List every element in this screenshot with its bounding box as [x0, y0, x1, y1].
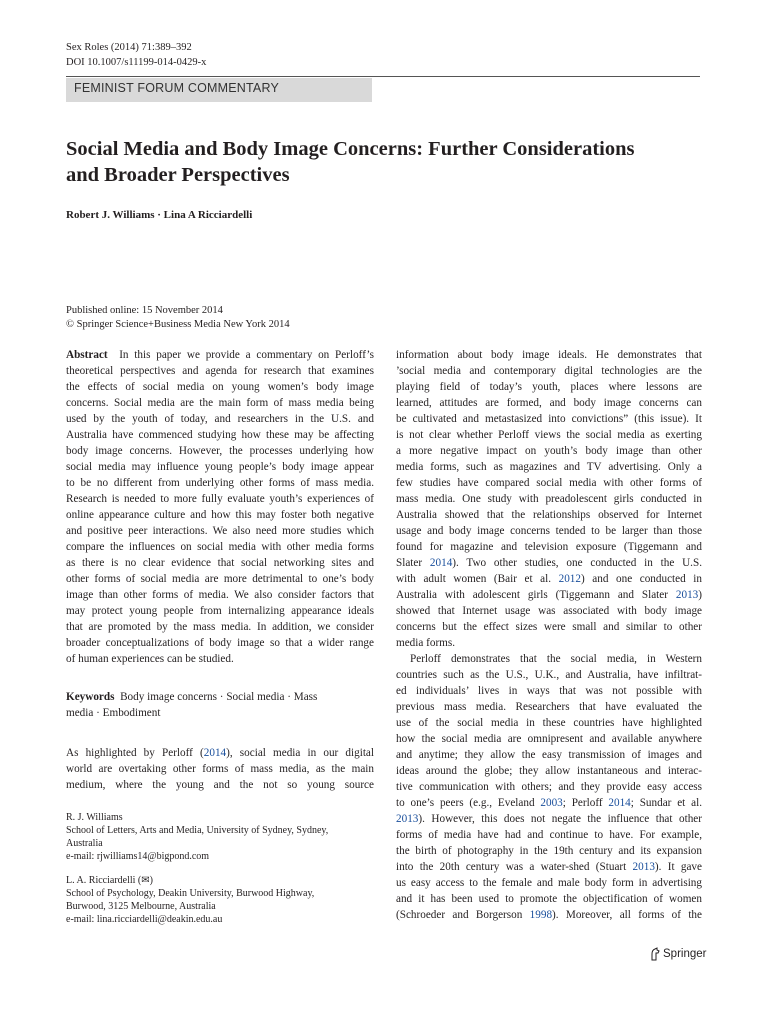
- abstract-line: compare the influences on social media with other media forms: [66, 541, 374, 553]
- body-line: is not clear whether Perloff views the social media as exerting: [396, 429, 702, 441]
- body-line: previous mass media. Researchers that have evaluated the: [396, 701, 702, 713]
- body-line: us easy access to the female and male body form in advertising: [396, 877, 702, 889]
- body-line: world are overtaking other forms of mass media, as the main: [66, 763, 374, 775]
- body-line: As highlighted by Perloff (2014), social media in our digital: [66, 747, 374, 759]
- springer-horse-icon: [650, 947, 660, 961]
- title-line-2: and Broader Perspectives: [66, 164, 290, 186]
- body-line: Australia with adolescent girls (Tiggemann and Slater 2013): [396, 589, 702, 601]
- body-line: forms of media have had and continue to have. For example,: [396, 829, 702, 841]
- body-line: medium, where the young and the not so young source: [66, 779, 374, 791]
- keywords-line: media · Embodiment: [66, 707, 161, 719]
- keywords-line: Keywords Body image concerns · Social media · Mass: [66, 691, 318, 703]
- abstract-line: as there is no clear evidence that social networking sites and: [66, 557, 374, 569]
- title-line-1: Social Media and Body Image Concerns: Further Considerations: [66, 138, 635, 160]
- body-line: with adult women (Bair et al. 2012) and one conducted in: [396, 573, 702, 585]
- keywords-label: Keywords: [66, 691, 115, 703]
- abstract-line: broader conceptualizations of body image so that a wider range: [66, 637, 374, 649]
- published-date: Published online: 15 November 2014: [66, 305, 223, 316]
- abstract-line: online appearance culture and how this may foster both negative: [66, 509, 374, 521]
- abstract-line: of human experiences can be studied.: [66, 653, 234, 665]
- body-line: playing field of today’s youth, places where lessons are: [396, 381, 702, 393]
- abstract-line: body image concerns. However, the processes underlying how: [66, 445, 374, 457]
- header-rule: [66, 76, 700, 77]
- body-line: tive communication with others; and they provide easy access: [396, 781, 702, 793]
- body-line: found for magazine and television exposure (Tiggemann and: [396, 541, 702, 553]
- body-line: countries such as the U.S., U.K., and Australia, have infiltrat-: [396, 669, 702, 681]
- body-line: concerns but the effect sizes were small and similar to other: [396, 621, 702, 633]
- citation-link[interactable]: 2013: [396, 813, 419, 825]
- body-line: be cultivated and metastasized into convictions” (this issue). It: [396, 413, 702, 425]
- body-line: use of the social media in these countries have highlighted: [396, 717, 702, 729]
- abstract-line: image than other forms of media. We also consider factors that: [66, 589, 374, 601]
- body-line: usage and body image concerns tended to be larger than those: [396, 525, 702, 537]
- body-line: media forms.: [396, 637, 456, 649]
- journal-citation: Sex Roles (2014) 71:389–392: [66, 42, 192, 53]
- body-line: Slater 2014). Two other studies, one conducted in the U.S.: [396, 557, 702, 569]
- citation-link[interactable]: 2003: [540, 797, 563, 809]
- doi[interactable]: DOI 10.1007/s11199-014-0429-x: [66, 57, 207, 68]
- body-line: learned, attitudes are formed, and body image concerns can: [396, 397, 702, 409]
- citation-link[interactable]: 2014: [429, 557, 453, 569]
- abstract-line: Research is needed to more fully evaluate youth’s experiences of: [66, 493, 374, 505]
- body-line: ideas around the globe; they allow instantaneous and interac-: [396, 765, 702, 777]
- affiliation-name: R. J. Williams: [66, 812, 123, 823]
- springer-logo: [650, 947, 706, 961]
- affiliation-text: Australia: [66, 838, 103, 849]
- body-line: showed that Internet usage was associated with body image: [396, 605, 702, 617]
- body-line: ed individuals’ lives in ways that was not possible with: [396, 685, 702, 697]
- body-line: a more negative impact on youth’s body image than other: [396, 445, 702, 457]
- body-line: and anytime; they allow the easy transmission of images and: [396, 749, 702, 761]
- body-line: to one’s peers (e.g., Eveland 2003; Perloff 2014; Sundar et al.: [396, 797, 702, 809]
- abstract-line: concerns. Social media are the main form of mass media being: [66, 397, 374, 409]
- body-line: few studies have compared social media with other forms of: [396, 477, 702, 489]
- body-line: and it has been used to promote the objectification of women: [396, 893, 702, 905]
- abstract-line: theoretical perspectives and agenda for research that examines: [66, 365, 374, 377]
- body-line: Australia showed that the relationships observed for Internet: [396, 509, 702, 521]
- citation-link[interactable]: 2014: [608, 797, 631, 809]
- abstract-line: used by the youth of today, and researchers in the U.S. and: [66, 413, 374, 425]
- body-line: information about body image ideals. He demonstrates that: [396, 349, 702, 361]
- body-line: how the social media are omnipresent and available anywhere: [396, 733, 702, 745]
- body-line: into the 20th century was a water-shed (Stuart 2013). It gave: [396, 861, 702, 873]
- affiliation-name: L. A. Ricciardelli (✉): [66, 875, 153, 886]
- affiliation-text: School of Psychology, Deakin University, Burwood Highway,: [66, 888, 315, 899]
- publisher-name: Springer: [663, 948, 707, 960]
- body-line: (Schroeder and Borgerson 1998). Moreover, all forms of the: [396, 909, 702, 921]
- section-label: FEMINIST FORUM COMMENTARY: [66, 78, 372, 102]
- citation-link[interactable]: 2014: [203, 747, 227, 759]
- affiliation-text: Burwood, 3125 Melbourne, Australia: [66, 901, 216, 912]
- copyright-notice: © Springer Science+Business Media New York 2014: [66, 319, 290, 330]
- citation-link[interactable]: 1998: [529, 909, 553, 921]
- abstract-line: to be no different from underlying other forms of mass media.: [66, 477, 374, 489]
- body-line: Perloff demonstrates that the social media, in Western: [410, 653, 702, 665]
- affiliation-email[interactable]: e-mail: lina.ricciardelli@deakin.edu.au: [66, 914, 223, 925]
- body-line: the birth of photography in the 19th century and its expansion: [396, 845, 702, 857]
- article-title: [66, 136, 706, 188]
- body-line: ’social media and contemporary digital technologies are the: [396, 365, 702, 377]
- abstract-line: and positive peer interactions. We also need more studies which: [66, 525, 374, 537]
- affiliation-email[interactable]: e-mail: rjwilliams14@bigpond.com: [66, 851, 210, 862]
- abstract-line: Abstract In this paper we provide a commentary on Perloff’s: [66, 349, 374, 361]
- citation-link[interactable]: 2012: [558, 573, 581, 585]
- abstract-line: other forms of social media are more detrimental to one’s body: [66, 573, 374, 585]
- author-list: Robert J. Williams · Lina A Ricciardelli: [66, 209, 253, 221]
- abstract-line: may protect young people from internalizing appearance ideals: [66, 605, 374, 617]
- abstract-line: the effects of social media on young women’s body image: [66, 381, 374, 393]
- body-line: 2013). However, this does not negate the influence that other: [396, 813, 702, 825]
- abstract-line: Australia have commenced studying how these may be affecting: [66, 429, 374, 441]
- citation-link[interactable]: 2013: [632, 861, 655, 873]
- abstract-label: Abstract: [66, 349, 108, 361]
- abstract-line: that are promoted by the mass media. In addition, we consider: [66, 621, 374, 633]
- citation-link[interactable]: 2013: [675, 589, 699, 601]
- abstract-line: social media may influence young people’s body image appear: [66, 461, 374, 473]
- affiliation-text: School of Letters, Arts and Media, University of Sydney, Sydney,: [66, 825, 329, 836]
- body-line: mass media. One study with preadolescent girls conducted in: [396, 493, 702, 505]
- body-line: media forms, such as magazines and TV advertising. Only a: [396, 461, 702, 473]
